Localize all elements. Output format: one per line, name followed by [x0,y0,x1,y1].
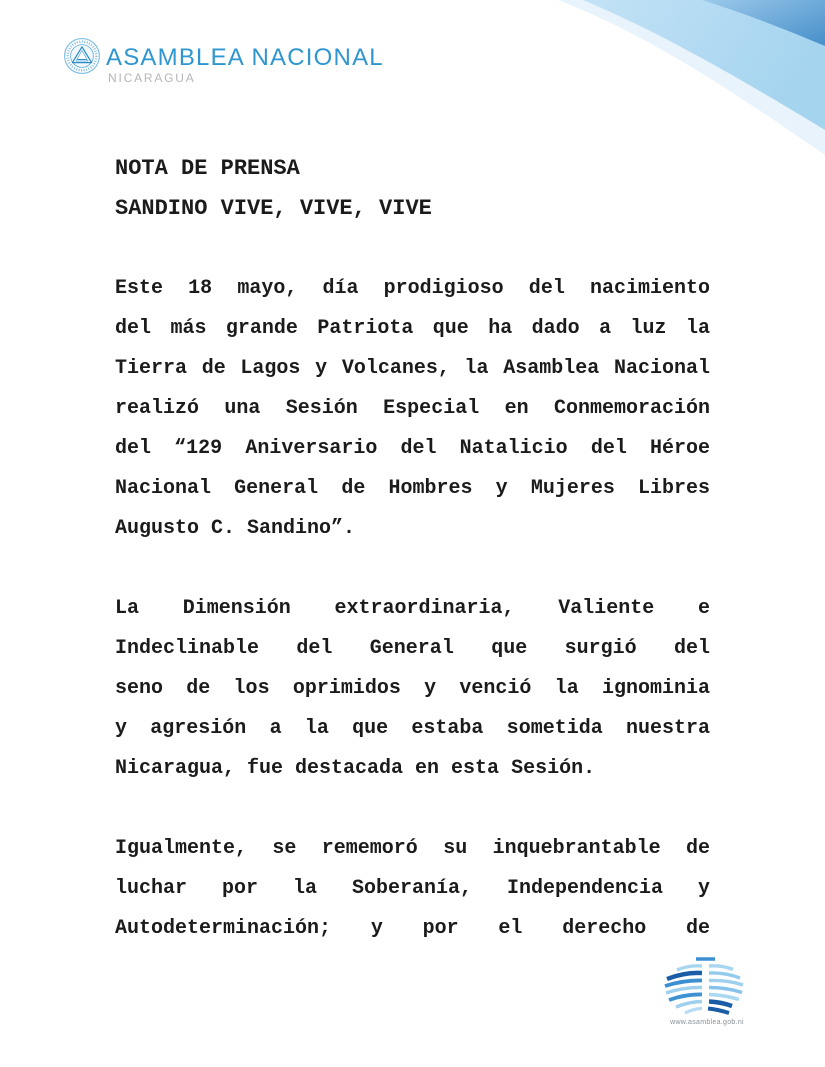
paragraphs [115,269,710,949]
press-note-heading-line2: SANDINO VIVE, VIVE, VIVE [115,196,432,221]
paragraph-line: seno de los oprimidos y venció la ignominia [115,677,710,700]
paragraph-line: Indeclinable del General que surgió del [115,637,710,660]
org-name: ASAMBLEA NACIONAL [106,44,384,71]
document-body [115,149,710,949]
paragraph-line: realizó una Sesión Especial en Conmemoración [115,397,710,420]
paragraph-line: Este 18 mayo, día prodigioso del nacimiento [115,277,710,300]
website-url: www.asamblea.gob.ni [670,1019,744,1026]
paragraph-line: Igualmente, se rememoró su inquebrantable de [115,837,710,860]
paragraph-line: del más grande Patriota que ha dado a luz la [115,317,710,340]
paragraph-line: del “129 Aniversario del Natalicio del Héroe [115,437,710,460]
org-country: NICARAGUA [108,71,196,85]
paragraph [115,829,710,949]
paragraph [115,589,710,789]
paragraph-line: luchar por la Soberanía, Independencia y [115,877,710,900]
asamblea-globe-logo-icon [659,953,755,1017]
press-note-heading-line1: NOTA DE PRENSA [115,156,300,181]
paragraph [115,269,710,549]
paragraph-line: La Dimensión extraordinaria, Valiente e [115,597,710,620]
paragraph-line: y agresión a la que estaba sometida nuestra [115,717,710,740]
paragraph-line: Autodeterminación; y por el derecho de [115,917,710,940]
paragraph-line: Nicaragua, fue destacada en esta Sesión. [115,757,596,780]
paragraph-line: Augusto C. Sandino”. [115,517,356,540]
asamblea-seal-icon [63,37,101,75]
paragraph-line: Nacional General de Hombres y Mujeres Libres [115,477,710,500]
paragraph-line: Tierra de Lagos y Volcanes, la Asamblea Nacional [115,357,710,380]
